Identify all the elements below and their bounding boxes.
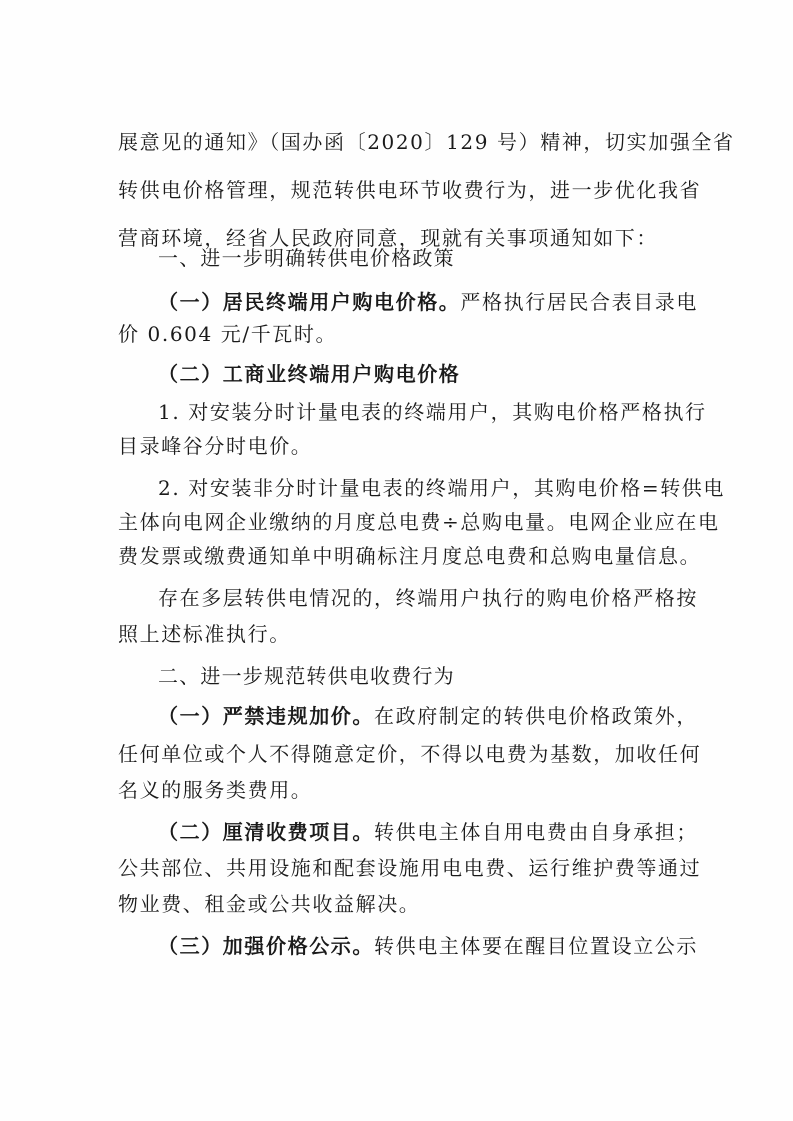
body-text-line: 1. 对安装分时计量电表的终端用户，其购电价格严格执行 [158, 400, 707, 424]
body-text-line: 照上述标准执行。 [118, 622, 291, 646]
paragraph-line [158, 818, 698, 846]
subsection-lead: （三）加强价格公示。 [158, 934, 374, 958]
paragraph-text: 转供电主体自用电费由自身承担； [374, 820, 698, 844]
subsection-lead: （一）严禁违规加价。 [158, 704, 374, 728]
body-text-line: 转供电价格管理，规范转供电环节收费行为，进一步优化我省 [118, 178, 702, 202]
body-text-line: 物业费、租金或公共收益解决。 [118, 892, 421, 916]
body-text-line: 名义的服务类费用。 [118, 778, 313, 802]
paragraph-text: 在政府制定的转供电价格政策外， [374, 704, 698, 728]
body-text-line: 展意见的通知》（国办函〔2020〕129 号）精神，切实加强全省 [118, 130, 735, 154]
body-text-line: 2. 对安装非分时计量电表的终端用户，其购电价格=转供电 [158, 476, 725, 500]
subsection-heading: （二）工商业终端用户购电价格 [158, 362, 461, 386]
body-text-line: 费发票或缴费通知单中明确标注月度总电费和总购电量信息。 [118, 544, 702, 568]
body-text-line: 主体向电网企业缴纳的月度总电费÷总购电量。电网企业应在电 [118, 510, 720, 534]
body-text-line: 存在多层转供电情况的，终端用户执行的购电价格严格按 [158, 586, 698, 610]
body-text-line: 营商环境，经省人民政府同意，现就有关事项通知如下： [118, 226, 658, 250]
subsection-lead: （二）厘清收费项目。 [158, 820, 374, 844]
paragraph-text: 转供电主体要在醒目位置设立公示 [374, 934, 698, 958]
paragraph-line [158, 702, 698, 730]
body-text-line: 目录峰谷分时电价。 [118, 434, 313, 458]
body-text-line: 公共部位、共用设施和配套设施用电电费、运行维护费等通过 [118, 856, 702, 880]
body-text-line: 任何单位或个人不得随意定价，不得以电费为基数，加收任何 [118, 742, 702, 766]
subsection-lead: （一）居民终端用户购电价格。 [158, 290, 461, 314]
paragraph-line [158, 932, 698, 960]
paragraph-line [158, 288, 698, 316]
paragraph-text: 严格执行居民合表目录电 [460, 290, 699, 314]
body-text-line: 价 0.604 元/千瓦时。 [118, 322, 338, 346]
section-heading: 二、进一步规范转供电收费行为 [158, 664, 455, 688]
section-heading: 一、进一步明确转供电价格政策 [158, 246, 455, 270]
